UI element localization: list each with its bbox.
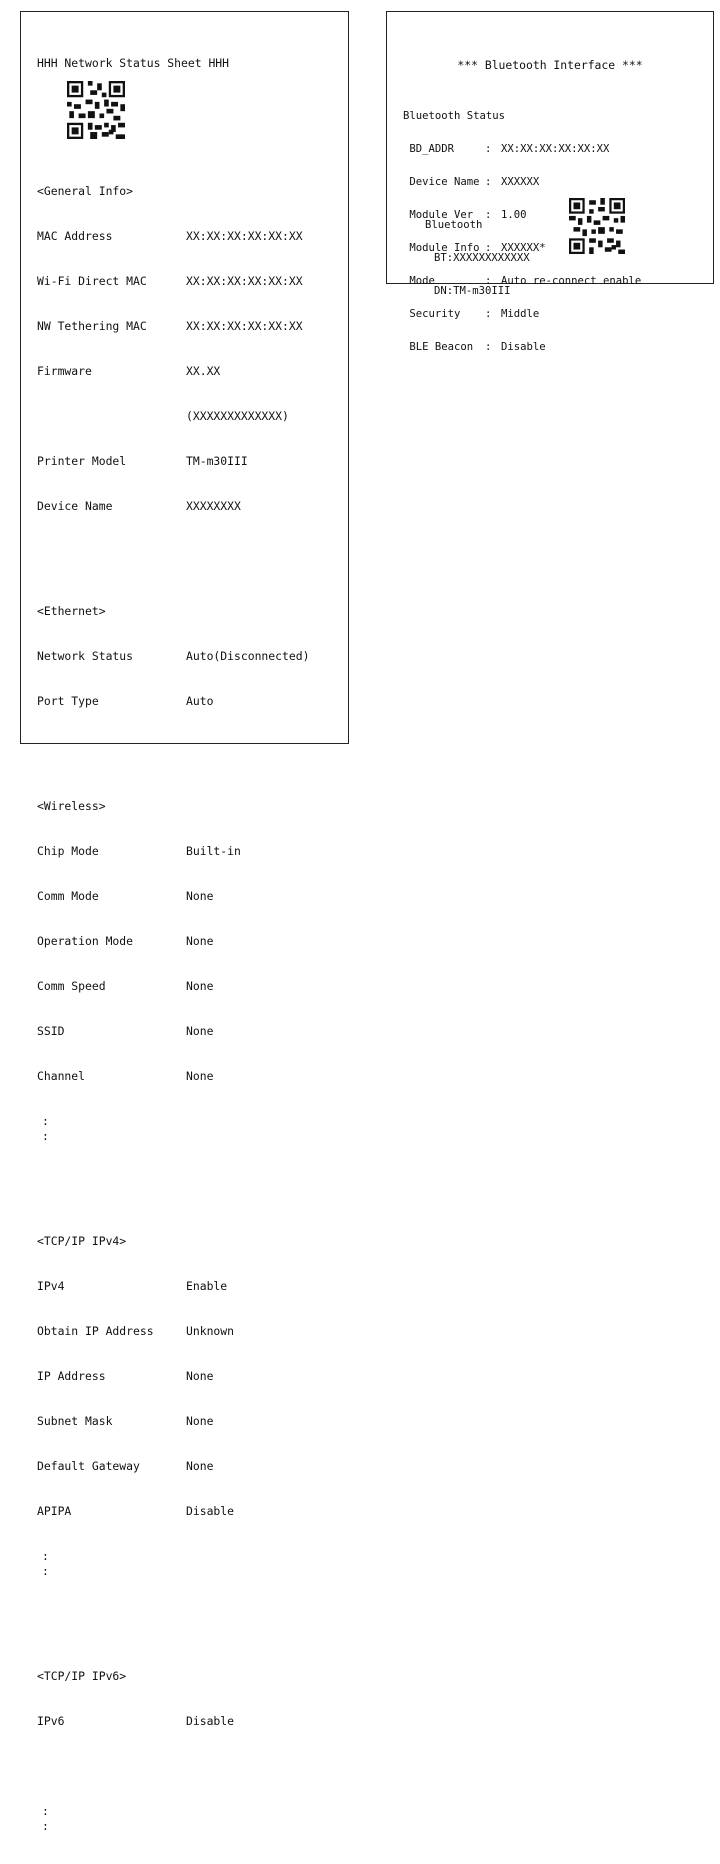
network-sheet-title: HHH Network Status Sheet HHH [37, 56, 230, 70]
info-row: Device Name : XXXXXX [403, 176, 540, 188]
info-row: BLE Beacon : Disable [403, 341, 546, 353]
info-row: NW Tethering MAC XX:XX:XX:XX:XX:XX [37, 319, 303, 333]
info-row: Obtain IP Address Unknown [37, 1324, 235, 1338]
info-row: Comm Mode None [37, 889, 214, 903]
info-row: (XXXXXXXXXXXXX) [186, 409, 289, 423]
section-heading-general: <General Info> [37, 184, 134, 198]
qr-code-icon [67, 81, 125, 139]
info-row: Mode : Auto re-connect enable [403, 275, 642, 287]
section-heading-ethernet: <Ethernet> [37, 604, 106, 618]
bluetooth-sheet-title: *** Bluetooth Interface *** [457, 58, 643, 72]
section-heading-ipv6: <TCP/IP IPv6> [37, 1669, 127, 1683]
info-row: APIPA Disable [37, 1504, 235, 1518]
info-row: Comm Speed None [37, 979, 214, 993]
info-row: Port Type Auto [37, 694, 214, 708]
section-heading-wireless: <Wireless> [37, 799, 106, 813]
section-heading-ipv4: <TCP/IP IPv4> [37, 1234, 127, 1248]
qr-code-icon [569, 198, 625, 254]
info-row: Security : Middle [403, 308, 540, 320]
bluetooth-status-heading: Bluetooth Status [403, 110, 506, 122]
info-row: Chip Mode Built-in [37, 844, 241, 858]
info-row: Device Name XXXXXXXX [37, 499, 241, 513]
info-row: Default Gateway None [37, 1459, 214, 1473]
ellipsis-marker: : : [42, 1114, 49, 1143]
bluetooth-qr-caption: Bluetooth BT:XXXXXXXXXXXX DN:TM-m30III [425, 219, 530, 297]
info-row: IPv4 Enable [37, 1279, 228, 1293]
info-row: MAC Address XX:XX:XX:XX:XX:XX [37, 229, 303, 243]
info-row: Wi-Fi Direct MAC XX:XX:XX:XX:XX:XX [37, 274, 303, 288]
info-row: Module Ver : 1.00 [403, 209, 527, 221]
network-status-sheet [20, 11, 349, 1833]
info-row: Printer Model TM-m30III [37, 454, 248, 468]
info-row: Firmware XX.XX [37, 364, 221, 378]
bluetooth-interface-sheet [386, 11, 714, 353]
ellipsis-marker: : : [42, 1549, 49, 1578]
info-row: SSID None [37, 1024, 214, 1038]
info-row: Subnet Mask None [37, 1414, 214, 1428]
info-row: Channel None [37, 1069, 214, 1083]
info-row: IP Address None [37, 1369, 214, 1383]
ellipsis-marker: : : [42, 1804, 49, 1833]
info-row: Operation Mode None [37, 934, 214, 948]
info-row: BD_ADDR : XX:XX:XX:XX:XX:XX [403, 143, 610, 155]
info-row: Network Status Auto(Disconnected) [37, 649, 310, 663]
info-row: Module Info : XXXXXX* [403, 242, 546, 254]
network-sheet-body [37, 154, 342, 1864]
info-row: IPv6 Disable [37, 1714, 235, 1728]
